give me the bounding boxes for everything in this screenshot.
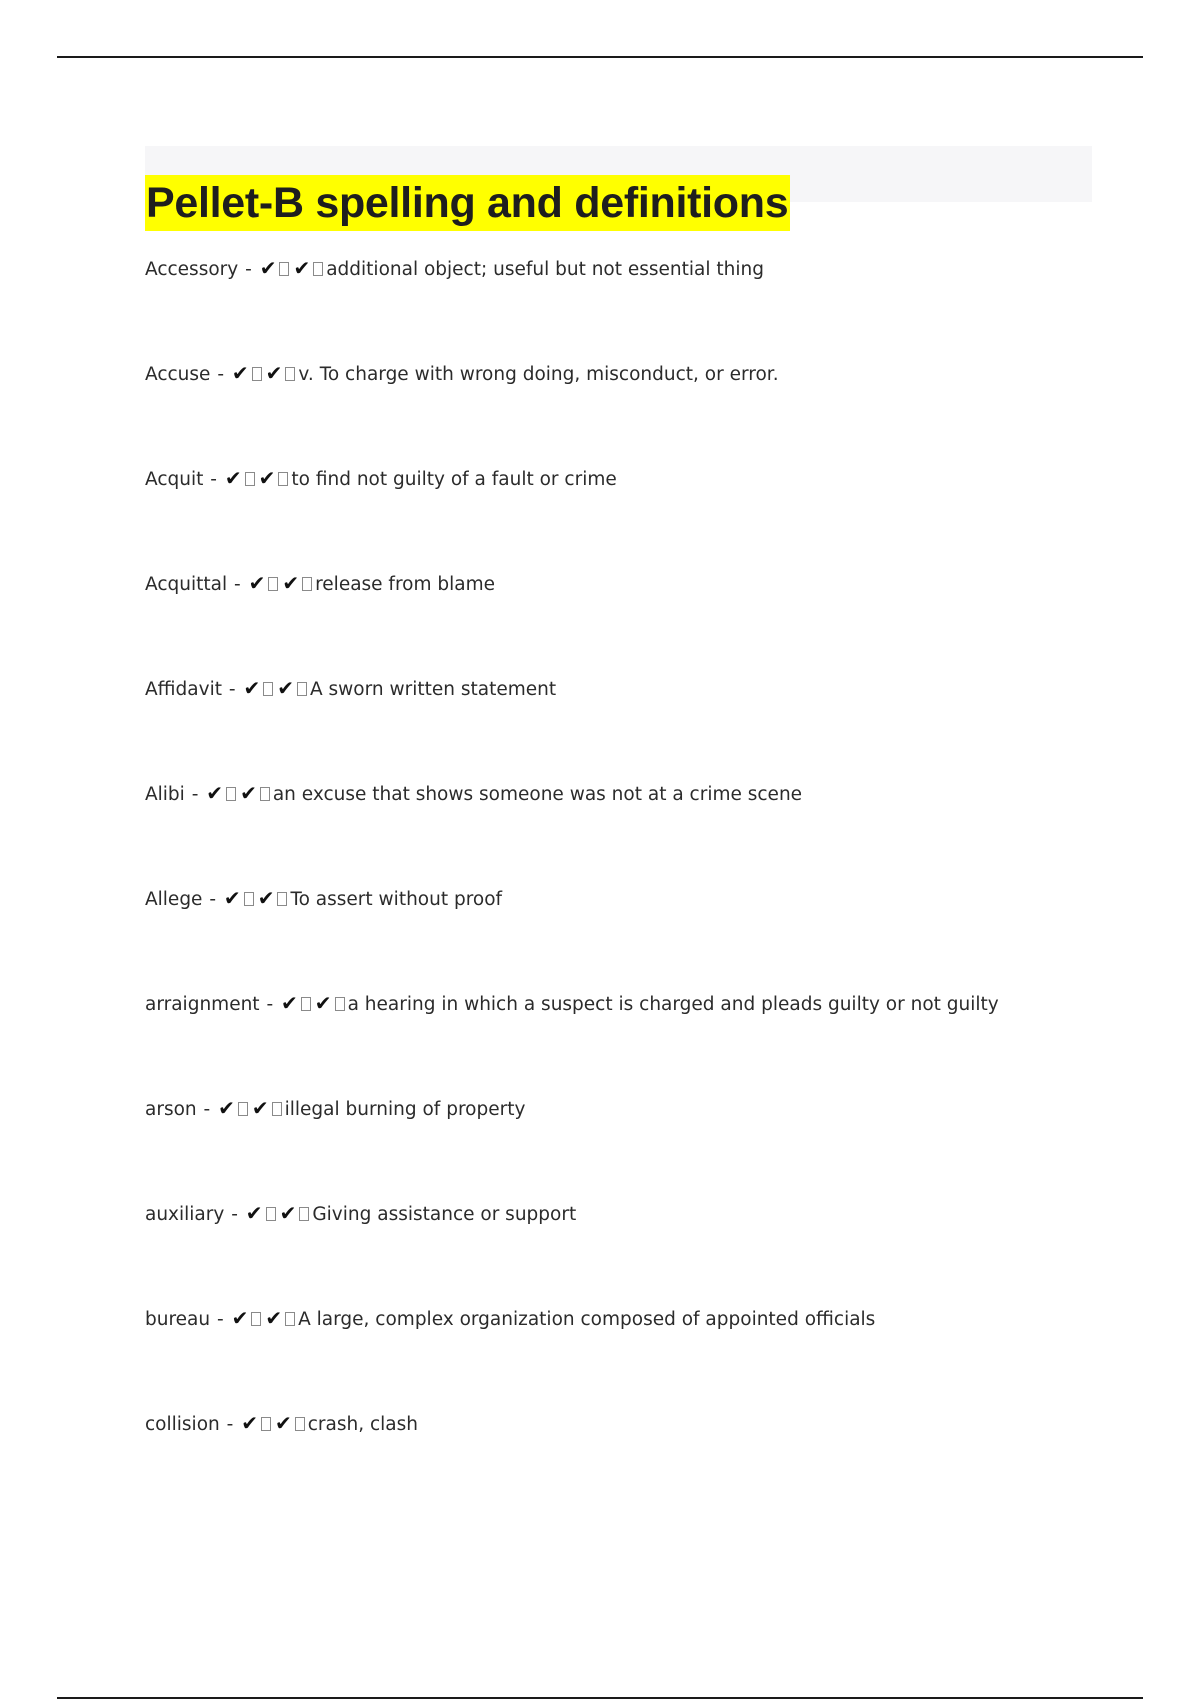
- entry-definition: additional object; useful but not essential thing: [326, 259, 764, 280]
- entry-separator: -: [231, 1204, 238, 1225]
- checkmark-icon: ✔: [257, 886, 275, 910]
- placeholder-box-icon: [335, 997, 345, 1011]
- placeholder-box-icon: [252, 367, 262, 381]
- entry-separator: -: [266, 994, 274, 1015]
- entry-term: Acquit: [145, 469, 204, 490]
- bottom-rule: [57, 1697, 1143, 1699]
- entry-term: arraignment: [145, 994, 260, 1015]
- checkmark-icon: ✔: [265, 361, 283, 385]
- placeholder-box-icon: [263, 682, 273, 696]
- definition-entry: [145, 884, 502, 912]
- placeholder-box-icon: [245, 472, 255, 486]
- checkmark-icon: ✔: [281, 991, 298, 1015]
- entry-term: Affidavit: [145, 679, 222, 700]
- definition-entry: [145, 359, 779, 387]
- entry-definition: Giving assistance or support: [312, 1204, 577, 1225]
- checkmark-icon: ✔: [314, 991, 332, 1015]
- entry-term: Allege: [145, 889, 203, 910]
- entry-definition: crash, clash: [307, 1414, 418, 1435]
- placeholder-box-icon: [260, 787, 270, 801]
- placeholder-box-icon: [266, 1207, 276, 1221]
- placeholder-box-icon: [279, 262, 289, 276]
- definition-entry: [145, 1304, 875, 1332]
- placeholder-box-icon: [278, 472, 288, 486]
- entry-definition: v. To charge with wrong doing, misconduct, or error.: [298, 364, 779, 385]
- placeholder-box-icon: [251, 1312, 261, 1326]
- entry-term: Accessory: [145, 259, 239, 280]
- checkmark-icon: ✔: [279, 1201, 297, 1225]
- placeholder-box-icon: [277, 892, 287, 906]
- checkmark-icon: ✔: [259, 256, 277, 280]
- checkmark-icon: ✔: [293, 256, 311, 280]
- definition-entry: [145, 569, 495, 597]
- definition-entry: [145, 254, 764, 282]
- entry-separator: -: [245, 259, 252, 280]
- entry-term: Accuse: [145, 364, 211, 385]
- entry-separator: -: [226, 1414, 234, 1435]
- definition-entry: [145, 1094, 525, 1122]
- checkmark-icon: ✔: [223, 886, 241, 910]
- checkmark-icon: ✔: [231, 1306, 249, 1330]
- definition-entry: [145, 1409, 418, 1437]
- entry-separator: -: [203, 1099, 211, 1120]
- entry-definition: A sworn written statement: [309, 679, 557, 700]
- entry-separator: -: [217, 1309, 224, 1330]
- entry-definition: To assert without proof: [290, 889, 503, 910]
- checkmark-icon: ✔: [218, 1096, 235, 1120]
- definition-entry: [145, 779, 802, 807]
- entry-definition: illegal burning of property: [284, 1099, 526, 1120]
- entry-separator: -: [209, 889, 217, 910]
- checkmark-icon: ✔: [224, 466, 242, 490]
- entry-term: collision: [145, 1414, 220, 1435]
- entry-definition: a hearing in which a suspect is charged and pleads guilty or not guilty: [347, 994, 999, 1015]
- entry-term: Acquittal: [145, 574, 228, 595]
- entry-separator: -: [191, 784, 199, 805]
- placeholder-box-icon: [301, 997, 311, 1011]
- checkmark-icon: ✔: [282, 571, 300, 595]
- checkmark-icon: ✔: [277, 676, 294, 700]
- checkmark-icon: ✔: [265, 1306, 283, 1330]
- page-title: Pellet-B spelling and definitions: [145, 175, 790, 231]
- placeholder-box-icon: [238, 1102, 248, 1116]
- entry-definition: to find not guilty of a fault or crime: [291, 469, 617, 490]
- definition-list: [145, 0, 1145, 1700]
- placeholder-box-icon: [261, 1417, 271, 1431]
- definition-entry: [145, 989, 999, 1017]
- placeholder-box-icon: [285, 1312, 295, 1326]
- placeholder-box-icon: [299, 1207, 309, 1221]
- checkmark-icon: ✔: [241, 1411, 258, 1435]
- entry-term: arson: [145, 1099, 197, 1120]
- entry-term: Alibi: [145, 784, 185, 805]
- entry-separator: -: [233, 574, 241, 595]
- checkmark-icon: ✔: [248, 571, 266, 595]
- placeholder-box-icon: [297, 682, 307, 696]
- entry-separator: -: [217, 364, 224, 385]
- placeholder-box-icon: [285, 367, 295, 381]
- entry-separator: -: [228, 679, 236, 700]
- placeholder-box-icon: [268, 577, 278, 591]
- checkmark-icon: ✔: [240, 781, 257, 805]
- entry-definition: A large, complex organization composed of appointed officials: [298, 1309, 876, 1330]
- placeholder-box-icon: [244, 892, 254, 906]
- placeholder-box-icon: [295, 1417, 305, 1431]
- checkmark-icon: ✔: [274, 1411, 292, 1435]
- entry-definition: an excuse that shows someone was not at a crime scene: [272, 784, 803, 805]
- placeholder-box-icon: [313, 262, 323, 276]
- entry-separator: -: [210, 469, 217, 490]
- checkmark-icon: ✔: [243, 676, 261, 700]
- definition-entry: [145, 674, 556, 702]
- checkmark-icon: ✔: [245, 1201, 263, 1225]
- entry-definition: release from blame: [315, 574, 495, 595]
- definition-entry: [145, 464, 617, 492]
- checkmark-icon: ✔: [251, 1096, 269, 1120]
- placeholder-box-icon: [302, 577, 312, 591]
- checkmark-icon: ✔: [206, 781, 224, 805]
- entry-term: auxiliary: [145, 1204, 225, 1225]
- checkmark-icon: ✔: [258, 466, 276, 490]
- entry-term: bureau: [145, 1309, 211, 1330]
- definition-entry: [145, 1199, 576, 1227]
- placeholder-box-icon: [272, 1102, 282, 1116]
- checkmark-icon: ✔: [231, 361, 249, 385]
- placeholder-box-icon: [226, 787, 236, 801]
